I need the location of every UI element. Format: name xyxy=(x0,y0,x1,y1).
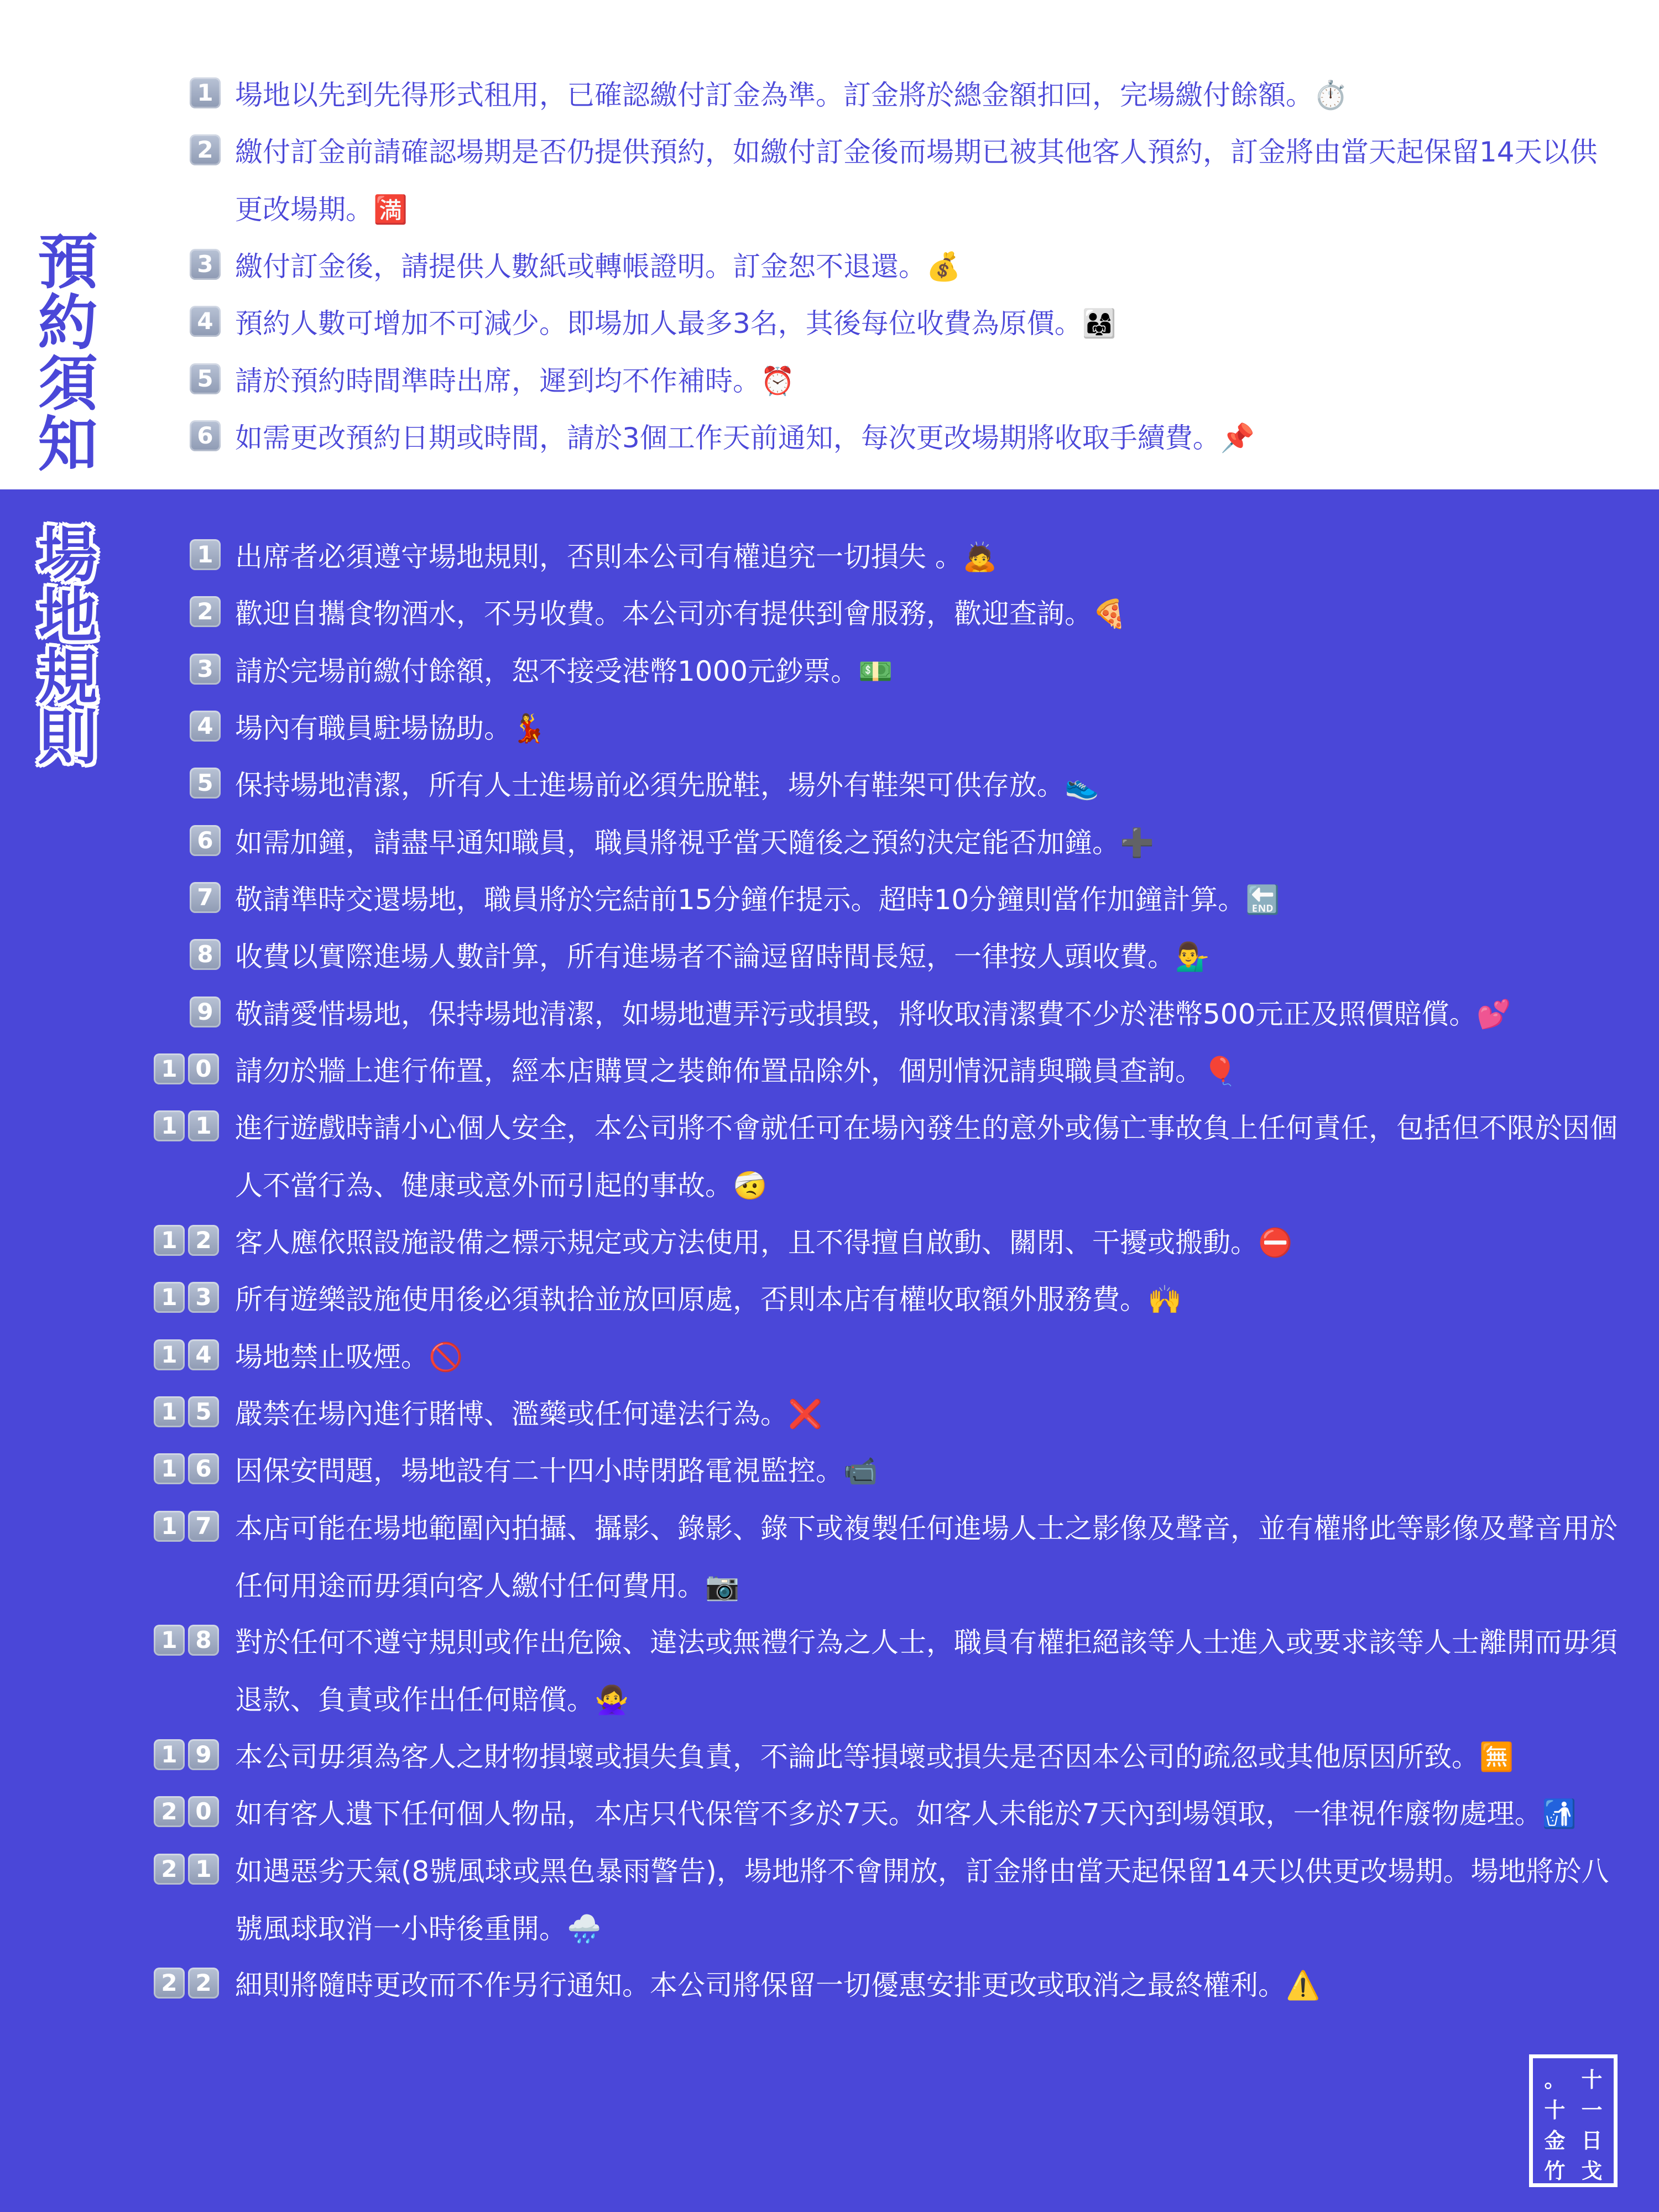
keycap-digit: 1 xyxy=(154,1739,185,1770)
keycap-digit: 8 xyxy=(188,1625,219,1656)
keycap-digit: 1 xyxy=(154,1453,185,1484)
keycap-digit: 4 xyxy=(190,711,221,742)
logo-char: 一 xyxy=(1581,2098,1603,2122)
logo-char: 戈 xyxy=(1581,2159,1603,2183)
keycap-digit: 1 xyxy=(154,1396,185,1427)
keycap-digit: 6 xyxy=(188,1453,219,1484)
rule-text: 保持場地清潔，所有人士進場前必須先脫鞋，場外有鞋架可供存放。👟 xyxy=(235,769,1099,801)
rule-text: 進行遊戲時請小心個人安全，本公司將不會就任可在場內發生的意外或傷亡事故負上任何責任，包括但不限於因個人不當行為、健康或意外而引起的事故。🤕 xyxy=(235,1112,1618,1202)
rule-text: 如遇惡劣天氣(8號風球或黑色暴雨警告)，場地將不會開放，訂金將由當天起保留14天以供更改場期。場地將於八號風球取消一小時後重開。🌧️ xyxy=(235,1855,1609,1945)
rule-text: 對於任何不遵守規則或作出危險、違法或無禮行為之人士，職員有權拒絕該等人士進入或要求該等人士離開而毋須退款、負責或作出任何賠償。🙅‍♀️ xyxy=(235,1626,1618,1716)
rule-number-badge xyxy=(154,1625,219,1656)
rule-number-badge xyxy=(190,939,221,970)
keycap-digit: 4 xyxy=(190,306,221,337)
rule-number-badge xyxy=(190,249,221,280)
booking-notice-title xyxy=(30,228,105,479)
rule-text: 所有遊樂設施使用後必須執拾並放回原處，否則本店有權收取額外服務費。🙌 xyxy=(235,1284,1182,1316)
rule-number-badge xyxy=(190,882,221,913)
rule-text: 場內有職員駐場協助。💃 xyxy=(235,712,546,744)
title-char: 約 xyxy=(38,289,98,358)
logo-char: 竹 xyxy=(1544,2159,1566,2183)
rule-number-badge xyxy=(190,363,221,394)
venue-rules-section xyxy=(0,489,1659,2212)
keycap-digit: 3 xyxy=(190,654,221,685)
rule-number-badge xyxy=(190,768,221,799)
keycap-digit: 6 xyxy=(190,420,221,451)
keycap-digit: 1 xyxy=(154,1282,185,1313)
rule-number-badge xyxy=(154,1968,219,1999)
keycap-digit: 0 xyxy=(188,1796,219,1827)
rule-number-badge xyxy=(154,1339,219,1370)
rule-number-badge xyxy=(190,306,221,337)
title-char: 則 xyxy=(38,703,98,773)
rule-text: 敬請準時交還場地，職員將於完結前15分鐘作提示。超時10分鐘則當作加鐘計算。🔚 xyxy=(235,884,1280,916)
keycap-digit: 1 xyxy=(154,1339,185,1370)
title-char: 規 xyxy=(38,643,98,712)
keycap-digit: 5 xyxy=(190,363,221,394)
rule-number-badge xyxy=(154,1225,219,1256)
rule-text: 出席者必須遵守場地規則，否則本公司有權追究一切損失 。🙇 xyxy=(235,541,998,573)
rule-text: 本店可能在場地範圍內拍攝、攝影、錄影、錄下或複製任何進場人士之影像及聲音，並有權將此等影像及聲音用於任何用途而毋須向客人繳付任何費用。📷 xyxy=(235,1512,1618,1602)
keycap-digit: 0 xyxy=(188,1053,219,1084)
keycap-digit: 6 xyxy=(190,825,221,856)
keycap-digit: 2 xyxy=(190,596,221,627)
title-char: 須 xyxy=(38,349,98,419)
rule-number-badge xyxy=(154,1282,219,1313)
booking-notice-section xyxy=(0,0,1659,489)
rule-text: 客人應依照設施設備之標示規定或方法使用，且不得擅自啟動、關閉、干擾或搬動。⛔ xyxy=(235,1227,1293,1259)
keycap-digit: 2 xyxy=(154,1796,185,1827)
logo-char: 十 xyxy=(1544,2098,1566,2122)
rule-number-badge xyxy=(154,1854,219,1885)
keycap-digit: 4 xyxy=(188,1339,219,1370)
logo-char: 日 xyxy=(1581,2128,1603,2153)
rule-text: 如需加鐘，請盡早通知職員，職員將視乎當天隨後之預約決定能否加鐘。➕ xyxy=(235,827,1155,859)
keycap-digit: 1 xyxy=(190,77,221,108)
keycap-digit: 7 xyxy=(190,882,221,913)
keycap-digit: 3 xyxy=(188,1282,219,1313)
logo-char: 。 xyxy=(1544,2068,1566,2092)
rule-number-badge xyxy=(154,1453,219,1484)
rule-text: 繳付訂金後，請提供人數紙或轉帳證明。訂金恕不退還。💰 xyxy=(235,251,961,283)
rule-number-badge xyxy=(190,539,221,570)
keycap-digit: 1 xyxy=(154,1110,185,1141)
keycap-digit: 1 xyxy=(154,1625,185,1656)
keycap-digit: 2 xyxy=(154,1968,185,1999)
rule-number-badge xyxy=(190,997,221,1027)
rule-text: 請於完場前繳付餘額，恕不接受港幣1000元鈔票。💵 xyxy=(235,655,893,687)
title-char: 知 xyxy=(38,410,98,479)
rule-number-badge xyxy=(190,825,221,856)
rule-text: 因保安問題，場地設有二十四小時閉路電視監控。📹 xyxy=(235,1455,878,1487)
keycap-digit: 2 xyxy=(188,1968,219,1999)
keycap-digit: 3 xyxy=(190,249,221,280)
rule-text: 如有客人遺下任何個人物品，本店只代保管不多於7天。如客人未能於7天內到場領取，一律視作廢物處理。🚮 xyxy=(235,1798,1577,1830)
rule-text: 嚴禁在場內進行賭博、濫藥或任何違法行為。❌ xyxy=(235,1398,823,1430)
rule-number-badge xyxy=(154,1110,219,1141)
rule-number-badge xyxy=(154,1739,219,1770)
rule-number-badge xyxy=(190,654,221,685)
rule-number-badge xyxy=(190,596,221,627)
venue-rules-title xyxy=(30,521,105,773)
title-char: 地 xyxy=(38,582,98,651)
keycap-digit: 1 xyxy=(188,1854,219,1885)
logo-char: 十 xyxy=(1581,2068,1603,2092)
keycap-digit: 5 xyxy=(188,1396,219,1427)
keycap-digit: 9 xyxy=(188,1739,219,1770)
rule-text: 收費以實際進場人數計算，所有進場者不論逗留時間長短，一律按人頭收費。💁‍♂️ xyxy=(235,941,1210,973)
keycap-digit: 1 xyxy=(154,1053,185,1084)
rule-number-badge xyxy=(154,1796,219,1827)
rule-text: 細則將隨時更改而不作另行通知。本公司將保留一切優惠安排更改或取消之最終權利。⚠️ xyxy=(235,1969,1321,2001)
rule-text: 場地以先到先得形式租用，已確認繳付訂金為準。訂金將於總金額扣回，完場繳付餘額。⏱️ xyxy=(235,79,1348,111)
keycap-digit: 1 xyxy=(154,1511,185,1542)
keycap-digit: 2 xyxy=(190,134,221,165)
rule-text: 請勿於牆上進行佈置，經本店購買之裝飾佈置品除外，個別情況請與職員查詢。🎈 xyxy=(235,1055,1238,1087)
keycap-digit: 2 xyxy=(188,1225,219,1256)
keycap-digit: 1 xyxy=(154,1225,185,1256)
rule-text: 本公司毋須為客人之財物損壞或損失負責，不論此等損壞或損失是否因本公司的疏忽或其他原因所致。🈚 xyxy=(235,1741,1514,1773)
rule-number-badge xyxy=(190,77,221,108)
keycap-digit: 5 xyxy=(190,768,221,799)
rule-number-badge xyxy=(190,134,221,165)
title-char: 預 xyxy=(38,228,98,297)
rule-text: 請於預約時間準時出席，遲到均不作補時。⏰ xyxy=(235,365,795,397)
keycap-digit: 2 xyxy=(154,1854,185,1885)
keycap-digit: 1 xyxy=(188,1110,219,1141)
rule-number-badge xyxy=(154,1396,219,1427)
keycap-digit: 9 xyxy=(190,997,221,1027)
rule-text: 歡迎自攜食物酒水，不另收費。本公司亦有提供到會服務，歡迎查詢。🍕 xyxy=(235,598,1127,630)
keycap-digit: 1 xyxy=(190,539,221,570)
rule-text: 繳付訂金前請確認場期是否仍提供預約，如繳付訂金後而場期已被其他客人預約，訂金將由當天起保留14天以供更改場期。🈵 xyxy=(235,136,1598,226)
brand-logo xyxy=(1529,2054,1618,2187)
rule-number-badge xyxy=(190,711,221,742)
rule-text: 場地禁止吸煙。🚫 xyxy=(235,1341,463,1373)
rule-number-badge xyxy=(154,1511,219,1542)
title-char: 場 xyxy=(38,521,98,590)
keycap-digit: 7 xyxy=(188,1511,219,1542)
rule-text: 預約人數可增加不可減少。即場加人最多3名，其後每位收費為原價。👨‍👩‍👧 xyxy=(235,307,1117,340)
rule-text: 如需更改預約日期或時間，請於3個工作天前通知，每次更改場期將收取手續費。📌 xyxy=(235,422,1255,454)
rule-number-badge xyxy=(190,420,221,451)
logo-char: 金 xyxy=(1544,2128,1566,2153)
rule-text: 敬請愛惜場地，保持場地清潔，如場地遭弄污或損毀，將收取清潔費不少於港幣500元正及照價賠償。💕 xyxy=(235,998,1511,1030)
keycap-digit: 8 xyxy=(190,939,221,970)
rule-number-badge xyxy=(154,1053,219,1084)
